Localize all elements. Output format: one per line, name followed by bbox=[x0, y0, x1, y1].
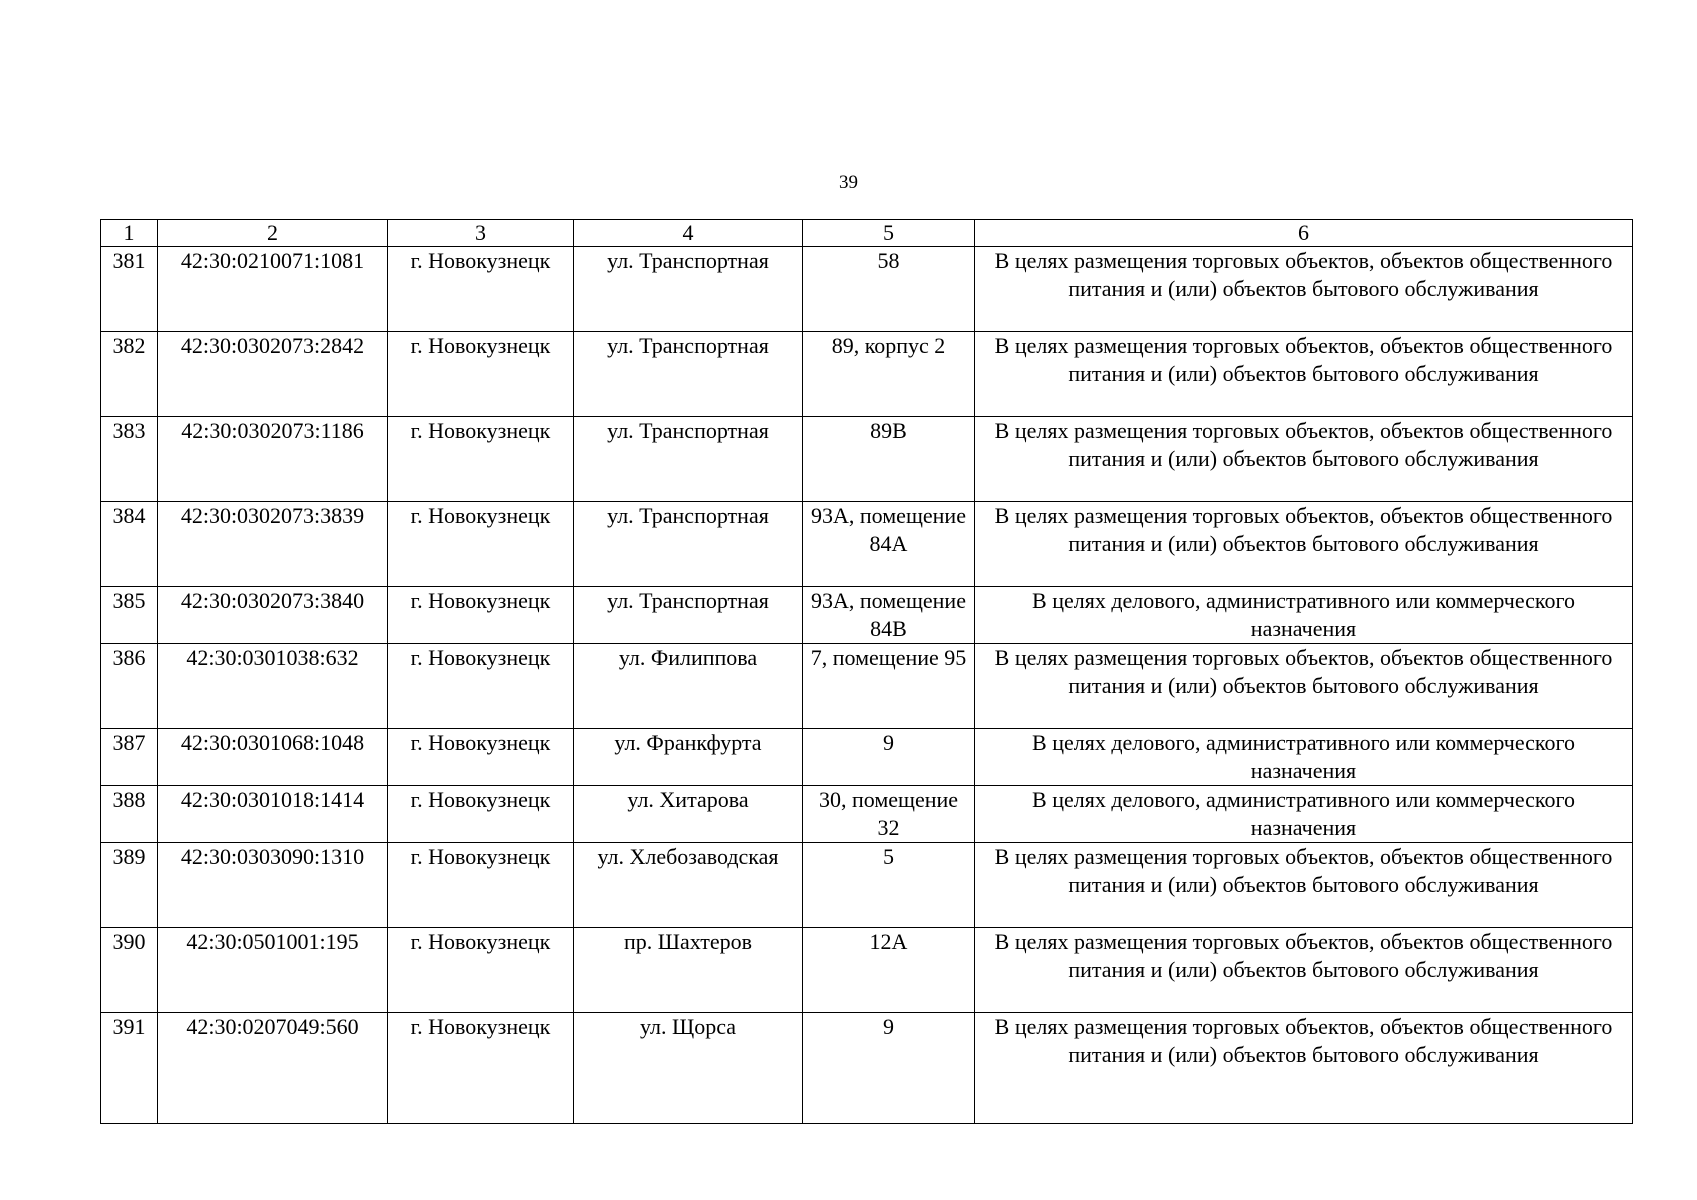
city-cell: г. Новокузнецк bbox=[388, 729, 574, 786]
table-row bbox=[101, 332, 1633, 417]
row-number-cell: 386 bbox=[101, 644, 158, 729]
purpose-cell: В целях размещения торговых объектов, объектов общественного питания и (или) объектов бытового обслуживания bbox=[975, 417, 1633, 502]
table-row bbox=[101, 502, 1633, 587]
purpose-cell: В целях размещения торговых объектов, объектов общественного питания и (или) объектов бытового обслуживания bbox=[975, 332, 1633, 417]
street-cell: ул. Транспортная bbox=[574, 502, 803, 587]
purpose-cell: В целях делового, административного или коммерческого назначения bbox=[975, 729, 1633, 786]
purpose-cell: В целях делового, административного или коммерческого назначения bbox=[975, 786, 1633, 843]
cadastral-number-cell: 42:30:0210071:1081 bbox=[158, 247, 388, 332]
house-cell: 9 bbox=[803, 729, 975, 786]
street-cell: ул. Транспортная bbox=[574, 587, 803, 644]
row-number-cell: 381 bbox=[101, 247, 158, 332]
street-cell: ул. Щорса bbox=[574, 1013, 803, 1124]
purpose-cell: В целях делового, административного или коммерческого назначения bbox=[975, 587, 1633, 644]
house-cell: 58 bbox=[803, 247, 975, 332]
row-number-cell: 390 bbox=[101, 928, 158, 1013]
street-cell: ул. Транспортная bbox=[574, 417, 803, 502]
cadastral-number-cell: 42:30:0302073:3840 bbox=[158, 587, 388, 644]
house-cell: 7, помещение 95 bbox=[803, 644, 975, 729]
column-number-1: 1 bbox=[101, 220, 158, 247]
purpose-cell: В целях размещения торговых объектов, объектов общественного питания и (или) объектов бытового обслуживания bbox=[975, 247, 1633, 332]
house-cell: 93А, помещение 84А bbox=[803, 502, 975, 587]
house-cell: 9 bbox=[803, 1013, 975, 1124]
table-row bbox=[101, 928, 1633, 1013]
city-cell: г. Новокузнецк bbox=[388, 332, 574, 417]
street-cell: ул. Транспортная bbox=[574, 332, 803, 417]
row-number-cell: 389 bbox=[101, 843, 158, 928]
column-number-3: 3 bbox=[388, 220, 574, 247]
table-row bbox=[101, 247, 1633, 332]
house-cell: 5 bbox=[803, 843, 975, 928]
row-number-cell: 384 bbox=[101, 502, 158, 587]
table-row bbox=[101, 843, 1633, 928]
row-number-cell: 388 bbox=[101, 786, 158, 843]
street-cell: ул. Хитарова bbox=[574, 786, 803, 843]
row-number-cell: 387 bbox=[101, 729, 158, 786]
table-row bbox=[101, 729, 1633, 786]
street-cell: ул. Транспортная bbox=[574, 247, 803, 332]
purpose-cell: В целях размещения торговых объектов, объектов общественного питания и (или) объектов бытового обслуживания bbox=[975, 502, 1633, 587]
table-row bbox=[101, 1013, 1633, 1124]
city-cell: г. Новокузнецк bbox=[388, 502, 574, 587]
cadastral-number-cell: 42:30:0501001:195 bbox=[158, 928, 388, 1013]
city-cell: г. Новокузнецк bbox=[388, 644, 574, 729]
row-number-cell: 383 bbox=[101, 417, 158, 502]
city-cell: г. Новокузнецк bbox=[388, 247, 574, 332]
table-row bbox=[101, 644, 1633, 729]
street-cell: ул. Франкфурта bbox=[574, 729, 803, 786]
column-number-2: 2 bbox=[158, 220, 388, 247]
cadastral-number-cell: 42:30:0303090:1310 bbox=[158, 843, 388, 928]
column-number-4: 4 bbox=[574, 220, 803, 247]
purpose-cell: В целях размещения торговых объектов, объектов общественного питания и (или) объектов бытового обслуживания bbox=[975, 928, 1633, 1013]
street-cell: ул. Хлебозаводская bbox=[574, 843, 803, 928]
house-cell: 93А, помещение 84В bbox=[803, 587, 975, 644]
city-cell: г. Новокузнецк bbox=[388, 1013, 574, 1124]
table-row bbox=[101, 786, 1633, 843]
city-cell: г. Новокузнецк bbox=[388, 587, 574, 644]
cadastral-number-cell: 42:30:0207049:560 bbox=[158, 1013, 388, 1124]
house-cell: 12А bbox=[803, 928, 975, 1013]
city-cell: г. Новокузнецк bbox=[388, 417, 574, 502]
cadastral-number-cell: 42:30:0301038:632 bbox=[158, 644, 388, 729]
cadastral-number-cell: 42:30:0302073:1186 bbox=[158, 417, 388, 502]
street-cell: пр. Шахтеров bbox=[574, 928, 803, 1013]
table-body bbox=[101, 220, 1633, 1124]
column-number-5: 5 bbox=[803, 220, 975, 247]
cadastral-number-cell: 42:30:0302073:3839 bbox=[158, 502, 388, 587]
purpose-cell: В целях размещения торговых объектов, объектов общественного питания и (или) объектов бытового обслуживания bbox=[975, 644, 1633, 729]
city-cell: г. Новокузнецк bbox=[388, 786, 574, 843]
cadastral-number-cell: 42:30:0302073:2842 bbox=[158, 332, 388, 417]
register-table bbox=[100, 219, 1633, 1124]
column-number-6: 6 bbox=[975, 220, 1633, 247]
row-number-cell: 382 bbox=[101, 332, 158, 417]
purpose-cell: В целях размещения торговых объектов, объектов общественного питания и (или) объектов бытового обслуживания bbox=[975, 843, 1633, 928]
house-cell: 89В bbox=[803, 417, 975, 502]
table-row bbox=[101, 587, 1633, 644]
street-cell: ул. Филиппова bbox=[574, 644, 803, 729]
house-cell: 30, помещение 32 bbox=[803, 786, 975, 843]
row-number-cell: 385 bbox=[101, 587, 158, 644]
cadastral-number-cell: 42:30:0301068:1048 bbox=[158, 729, 388, 786]
cadastral-number-cell: 42:30:0301018:1414 bbox=[158, 786, 388, 843]
city-cell: г. Новокузнецк bbox=[388, 843, 574, 928]
city-cell: г. Новокузнецк bbox=[388, 928, 574, 1013]
row-number-cell: 391 bbox=[101, 1013, 158, 1124]
table-row bbox=[101, 417, 1633, 502]
house-cell: 89, корпус 2 bbox=[803, 332, 975, 417]
column-number-row bbox=[101, 220, 1633, 247]
page-number: 39 bbox=[839, 172, 858, 193]
purpose-cell: В целях размещения торговых объектов, объектов общественного питания и (или) объектов бытового обслуживания bbox=[975, 1013, 1633, 1124]
